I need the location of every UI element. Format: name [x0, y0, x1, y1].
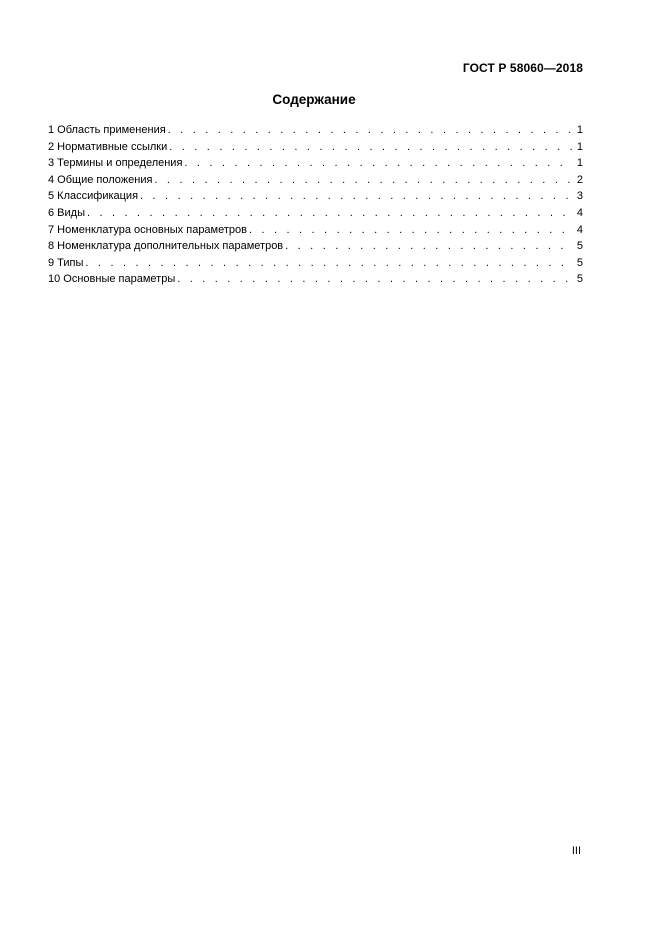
toc-title: Содержание: [272, 92, 356, 107]
toc-leader-dots: [177, 271, 573, 288]
toc-leader-dots: [249, 222, 573, 239]
toc-entry-label: 4 Общие положения: [48, 173, 153, 186]
toc-leader-dots: [85, 255, 573, 272]
toc-leader-dots: [169, 139, 573, 156]
toc-entry-label: 5 Классификация: [48, 190, 139, 203]
toc-entry[interactable]: [48, 172, 583, 189]
toc-entry-label: 1 Область применения: [48, 124, 166, 136]
toc-entry-label: 7 Номенклатура основных параметров: [48, 223, 247, 236]
toc-entry-label: 9 Типы: [48, 256, 84, 269]
toc-entry[interactable]: [48, 222, 583, 239]
toc-entry[interactable]: [48, 238, 583, 255]
toc-entry-label: 10 Основные параметры: [48, 273, 176, 286]
toc-leader-dots: [87, 205, 573, 222]
toc-entry[interactable]: [48, 122, 583, 139]
toc-leader-dots: [184, 155, 573, 172]
toc-entry-page: 1: [576, 124, 583, 136]
toc-entry-label: 3 Термины и определения: [48, 157, 183, 170]
toc-entry-page: 4: [576, 223, 583, 236]
toc-entry-label: 6 Виды: [48, 206, 85, 219]
document-code: ГОСТ Р 58060—2018: [462, 61, 583, 75]
toc-entry-page: 1: [576, 140, 583, 153]
table-of-contents: [48, 122, 583, 288]
toc-leader-dots: [154, 172, 573, 189]
toc-entry-label: 2 Нормативные ссылки: [48, 140, 168, 153]
toc-leader-dots: [285, 238, 573, 255]
toc-entry[interactable]: [48, 155, 583, 172]
toc-entry-page: 1: [576, 157, 583, 170]
toc-entry-page: 5: [576, 273, 583, 286]
toc-entry-label: 8 Номенклатура дополнительных параметров: [48, 240, 284, 253]
toc-entry-page: 3: [576, 190, 583, 203]
toc-entry-page: 2: [576, 173, 583, 186]
toc-entry-page: 4: [576, 206, 583, 219]
page-number: III: [571, 845, 581, 857]
toc-leader-dots: [140, 188, 573, 205]
toc-entry[interactable]: [48, 188, 583, 205]
toc-leader-dots: [168, 122, 573, 139]
toc-entry[interactable]: [48, 205, 583, 222]
toc-entry[interactable]: [48, 271, 583, 288]
toc-entry[interactable]: [48, 139, 583, 156]
toc-entry-page: 5: [576, 256, 583, 269]
toc-entry-page: 5: [576, 240, 583, 253]
toc-entry[interactable]: [48, 255, 583, 272]
